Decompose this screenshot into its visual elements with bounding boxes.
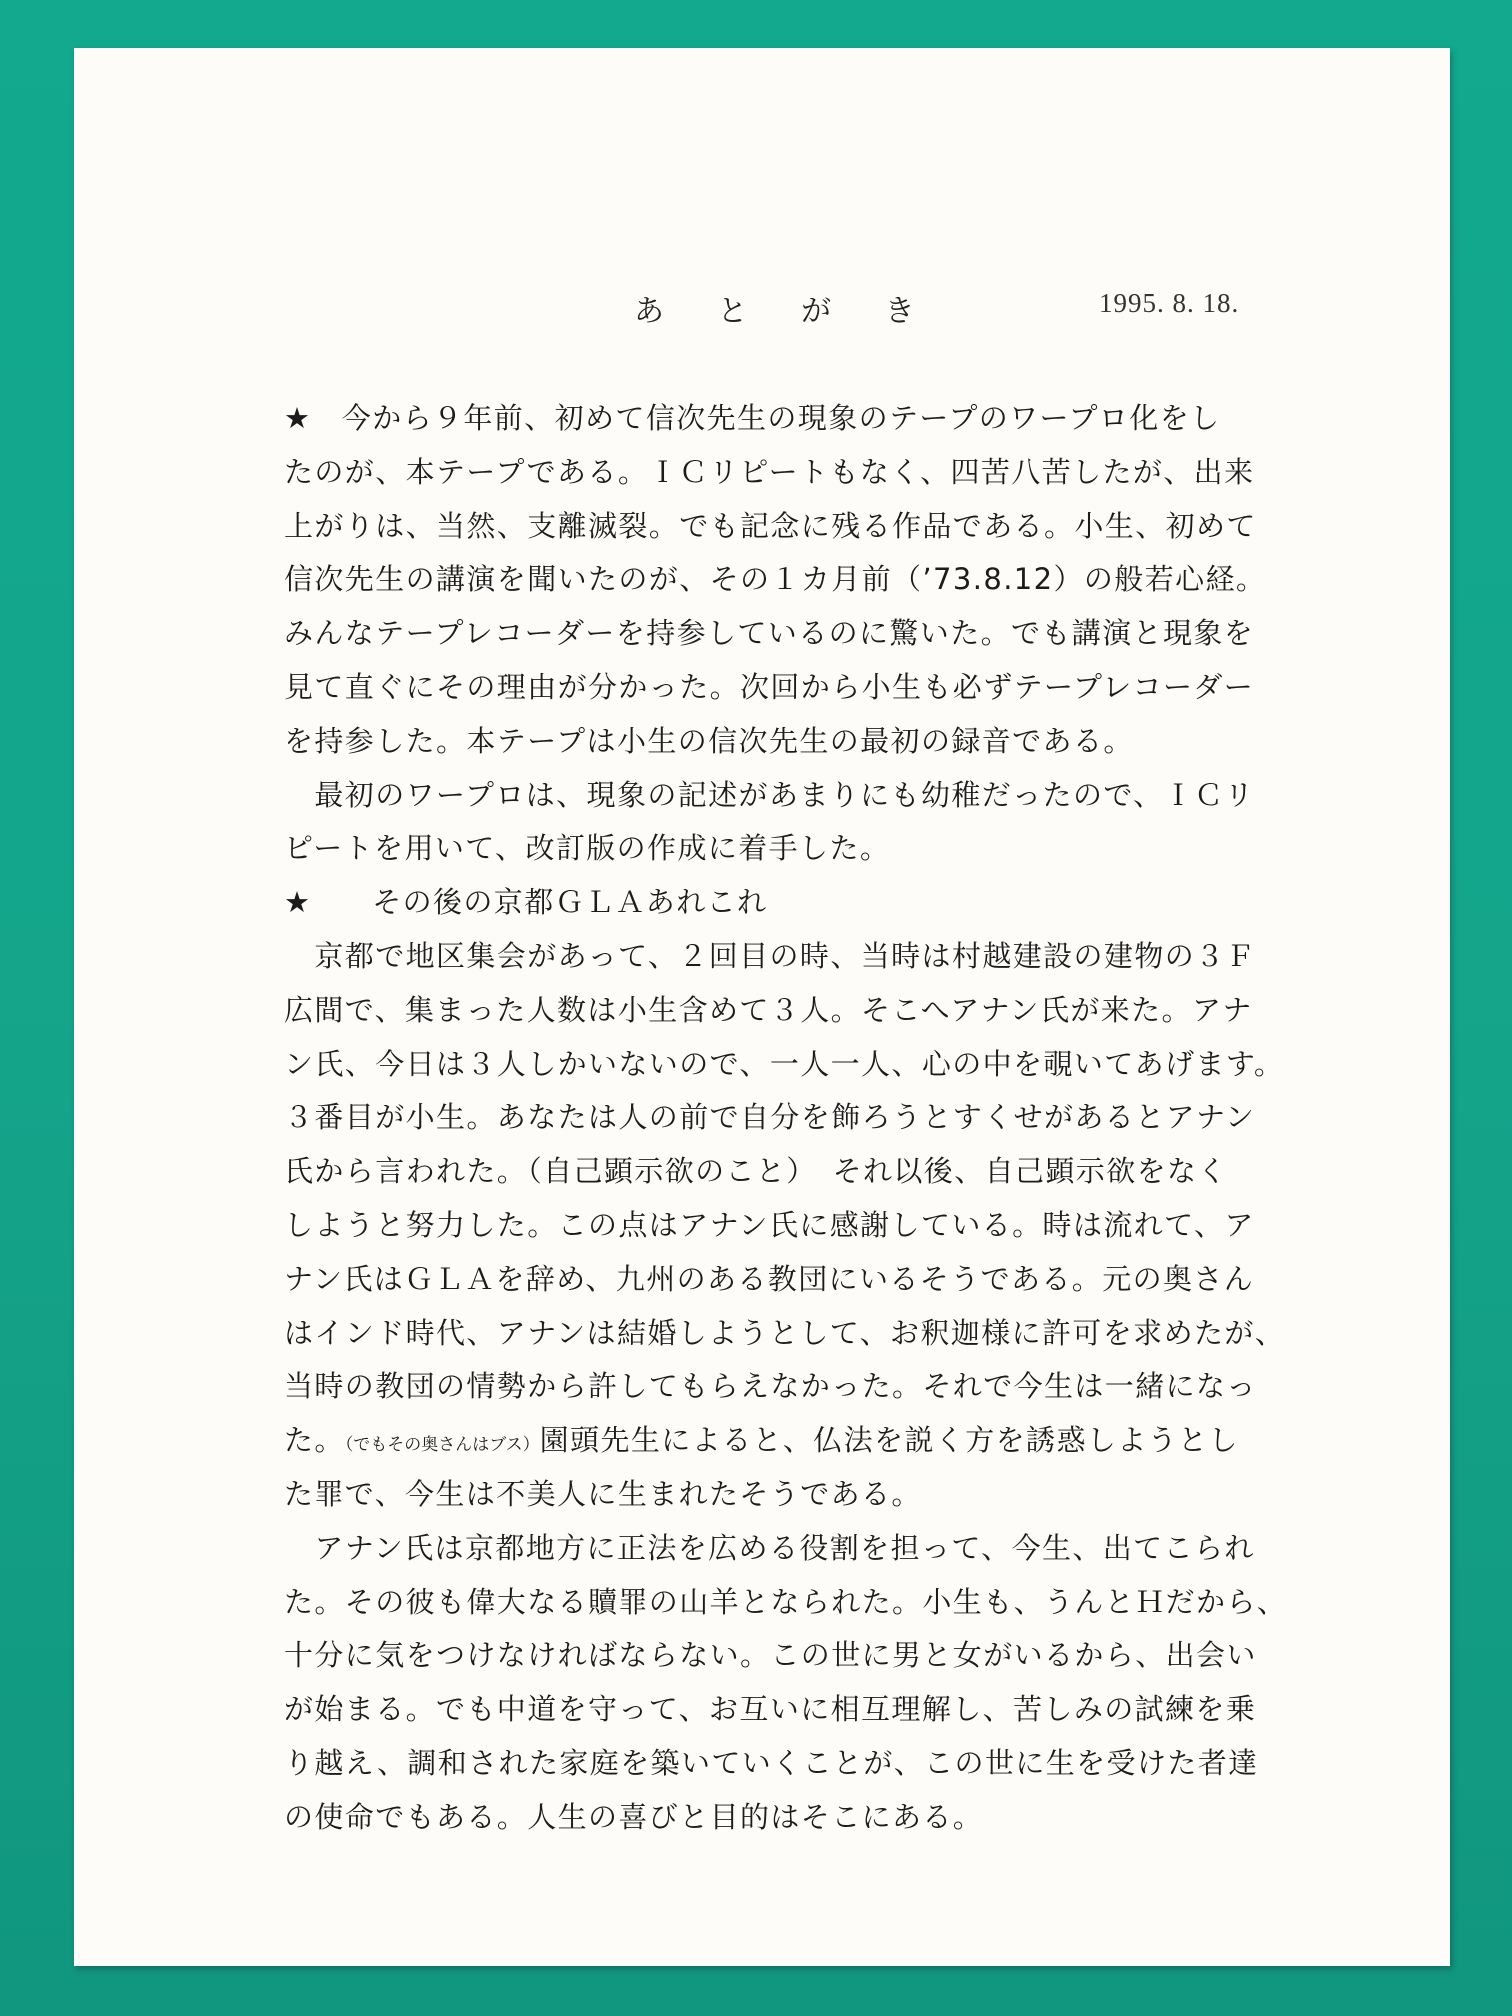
text-line: 信次先生の講演を聞いたのが、その１カ月前（’73.8.12）の般若心経。 [284, 562, 1267, 597]
text-line: 見て直ぐにその理由が分かった。次回から小生も必ずテープレコーダー [284, 669, 1255, 704]
text-line: た罪で、今生は不美人に生まれたそうである。 [284, 1476, 922, 1511]
text-line: みんなテープレコーダーを持参しているのに驚いた。でも講演と現象を [284, 616, 1255, 651]
text-line: ３番目が小生。あなたは人の前で自分を飾ろうとすくせがあるとアナン [284, 1100, 1256, 1135]
document-header [74, 286, 1450, 336]
text-line: はインド時代、アナンは結婚しようとして、お釈迦様に許可を求めたが、 [284, 1315, 1286, 1350]
text-segment: 園頭先生によると、仏法を説く方を誘惑しようとし [539, 1423, 1239, 1458]
text-line: が始まる。でも中道を守って、お互いに相互理解し、苦しみの試練を乗 [284, 1692, 1257, 1727]
document-title: あ と が き [634, 294, 937, 329]
text-line: り越え、調和された家庭を築いていくことが、この世に生を受けた者達 [284, 1745, 1259, 1780]
text-line: 京都で地区集会があって、２回目の時、当時は村越建設の建物の３Ｆ [284, 938, 1256, 973]
text-line: 当時の教団の情勢から許してもらえなかった。それで今生は一緒になっ [284, 1369, 1257, 1404]
text-line: た。その彼も偉大なる贖罪の山羊となられた。小生も、うんとＨだから、 [284, 1584, 1288, 1619]
text-line: 上がりは、当然、支離滅裂。でも記念に残る作品である。小生、初めて [284, 508, 1257, 543]
text-line: 十分に気をつけなければならない。この世に男と女がいるから、出会い [284, 1638, 1257, 1673]
text-line: の使命でもある。人生の喜びと目的はそこにある。 [284, 1799, 984, 1834]
document-date: 1995. 8. 18. [1099, 288, 1240, 318]
aside-note: （でもその奥さんはブス） [344, 1435, 540, 1456]
text-line: 最初のワープロは、現象の記述があまりにも幼稚だったので、ＩＣリ [284, 777, 1255, 812]
text-line-mixed [284, 1414, 1364, 1468]
text-line: を持参した。本テープは小生の信次先生の最初の録音である。 [284, 723, 1134, 758]
document-body [284, 392, 1364, 1845]
text-line: アナン氏は京都地方に正法を広める役割を担って、今生、出てこられ [284, 1530, 1255, 1565]
text-line: しようと努力した。この点はアナン氏に感謝している。時は流れて、ア [284, 1207, 1255, 1242]
text-line: ン氏、今日は３人しかいないので、一人一人、心の中を覗いてあげます。 [284, 1046, 1285, 1081]
text-segment: た。 [284, 1423, 345, 1458]
section-heading: ★ その後の京都ＧＬＡあれこれ [284, 885, 768, 920]
document-page [74, 48, 1450, 1966]
text-line: ピートを用いて、改訂版の作成に着手した。 [284, 831, 891, 866]
text-line: 広間で、集まった人数は小生含めて３人。そこへアナン氏が来た。アナ [284, 992, 1253, 1027]
text-line: ナン氏はＧＬＡを辞め、九州のある教団にいるそうである。元の奥さん [284, 1261, 1255, 1296]
text-line: 氏から言われた。（自己顕示欲のこと） それ以後、自己顕示欲をなく [284, 1154, 1228, 1189]
text-line: ★ 今から９年前、初めて信次先生の現象のテープのワープロ化をし [284, 401, 1221, 435]
text-line: たのが、本テープである。ＩＣリピートもなく、四苦八苦したが、出来 [284, 454, 1255, 489]
